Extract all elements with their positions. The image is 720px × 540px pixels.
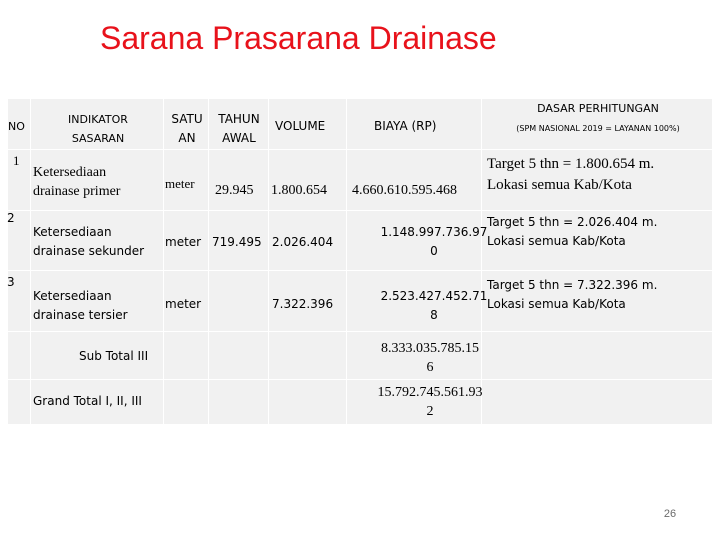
header-dasar-perhitungan: DASAR PERHITUNGAN <box>537 102 659 115</box>
header-satuan-line2: AN <box>178 131 196 145</box>
row3-volume: 7.322.396 <box>272 297 334 311</box>
row1-no: 1 <box>13 153 20 168</box>
row2-biaya <box>374 223 494 261</box>
header-satuan <box>166 110 208 148</box>
data-table <box>8 99 712 424</box>
row3-satuan: meter <box>165 297 202 311</box>
column-divider <box>346 99 347 424</box>
column-divider <box>268 99 269 424</box>
row3-no: 3 <box>7 275 15 289</box>
row2-no: 2 <box>7 211 15 225</box>
row2-indikator <box>33 223 144 261</box>
row3-biaya-line2: 8 <box>430 308 438 322</box>
grand-total-value-line2: 2 <box>426 404 434 419</box>
column-divider <box>30 99 31 424</box>
row2-satuan: meter <box>165 235 202 249</box>
header-indikator <box>38 110 158 148</box>
header-no: NO <box>8 120 25 133</box>
row2-biaya-line1: 1.148.997.736.97 <box>380 225 488 239</box>
row1-dasar-line2: Lokasi semua Kab/Kota <box>487 177 632 193</box>
subtotal-label: Sub Total III <box>79 349 149 363</box>
row-divider <box>8 149 712 150</box>
header-satuan-line1: SATU <box>171 112 203 126</box>
row3-biaya <box>374 287 494 325</box>
row1-indikator-line1: Ketersediaan <box>33 165 107 180</box>
row-divider <box>8 379 712 380</box>
row2-dasar-line1: Target 5 thn = 2.026.404 m. <box>487 215 658 229</box>
row3-indikator <box>33 287 128 325</box>
row2-indikator-line1: Ketersediaan <box>33 225 112 239</box>
header-volume: VOLUME <box>275 119 326 133</box>
row3-indikator-line1: Ketersediaan <box>33 289 112 303</box>
slide-title: Sarana Prasarana Drainase <box>100 20 497 56</box>
header-indikator-line1: INDIKATOR <box>68 113 128 126</box>
header-dasar-note: (SPM NASIONAL 2019 = LAYANAN 100%) <box>516 124 680 133</box>
grand-total-value-line1: 15.792.745.561.93 <box>377 385 483 400</box>
subtotal-value <box>368 339 492 377</box>
header-tahun-awal <box>212 110 266 148</box>
row3-dasar-line2: Lokasi semua Kab/Kota <box>487 297 626 311</box>
row2-dasar-line2: Lokasi semua Kab/Kota <box>487 234 626 248</box>
row3-indikator-line2: drainase tersier <box>33 308 128 322</box>
row1-dasar <box>487 154 654 196</box>
row1-dasar-line1: Target 5 thn = 1.800.654 m. <box>487 156 655 172</box>
row2-indikator-line2: drainase sekunder <box>33 244 145 258</box>
row1-indikator-line2: drainase primer <box>33 184 121 199</box>
header-tahun-line2: AWAL <box>222 131 256 145</box>
row2-dasar <box>487 213 657 251</box>
page-number: 26 <box>663 508 677 520</box>
row3-dasar <box>487 276 657 314</box>
row1-volume: 1.800.654 <box>271 183 327 198</box>
subtotal-value-line2: 6 <box>426 360 434 375</box>
row2-tahun-awal: 719.495 <box>212 235 262 249</box>
row3-dasar-line1: Target 5 thn = 7.322.396 m. <box>487 278 658 292</box>
row1-tahun-awal: 29.945 <box>215 183 254 198</box>
row3-biaya-line1: 2.523.427.452.71 <box>380 289 488 303</box>
column-divider <box>208 99 209 424</box>
row1-biaya: 4.660.610.595.468 <box>352 183 457 198</box>
row2-biaya-line2: 0 <box>430 244 438 258</box>
column-divider <box>163 99 164 424</box>
row-divider <box>8 270 712 271</box>
row1-satuan: meter <box>165 176 195 191</box>
grand-total-label: Grand Total I, II, III <box>33 394 142 408</box>
row2-volume: 2.026.404 <box>272 235 334 249</box>
row-divider <box>8 331 712 332</box>
header-tahun-line1: TAHUN <box>218 112 260 126</box>
header-indikator-line2: SASARAN <box>71 132 125 145</box>
row-divider <box>8 210 712 211</box>
grand-total-value <box>364 383 496 421</box>
row1-indikator <box>33 163 120 201</box>
header-biaya: BIAYA (RP) <box>374 119 437 133</box>
subtotal-value-line1: 8.333.035.785.15 <box>381 341 479 356</box>
